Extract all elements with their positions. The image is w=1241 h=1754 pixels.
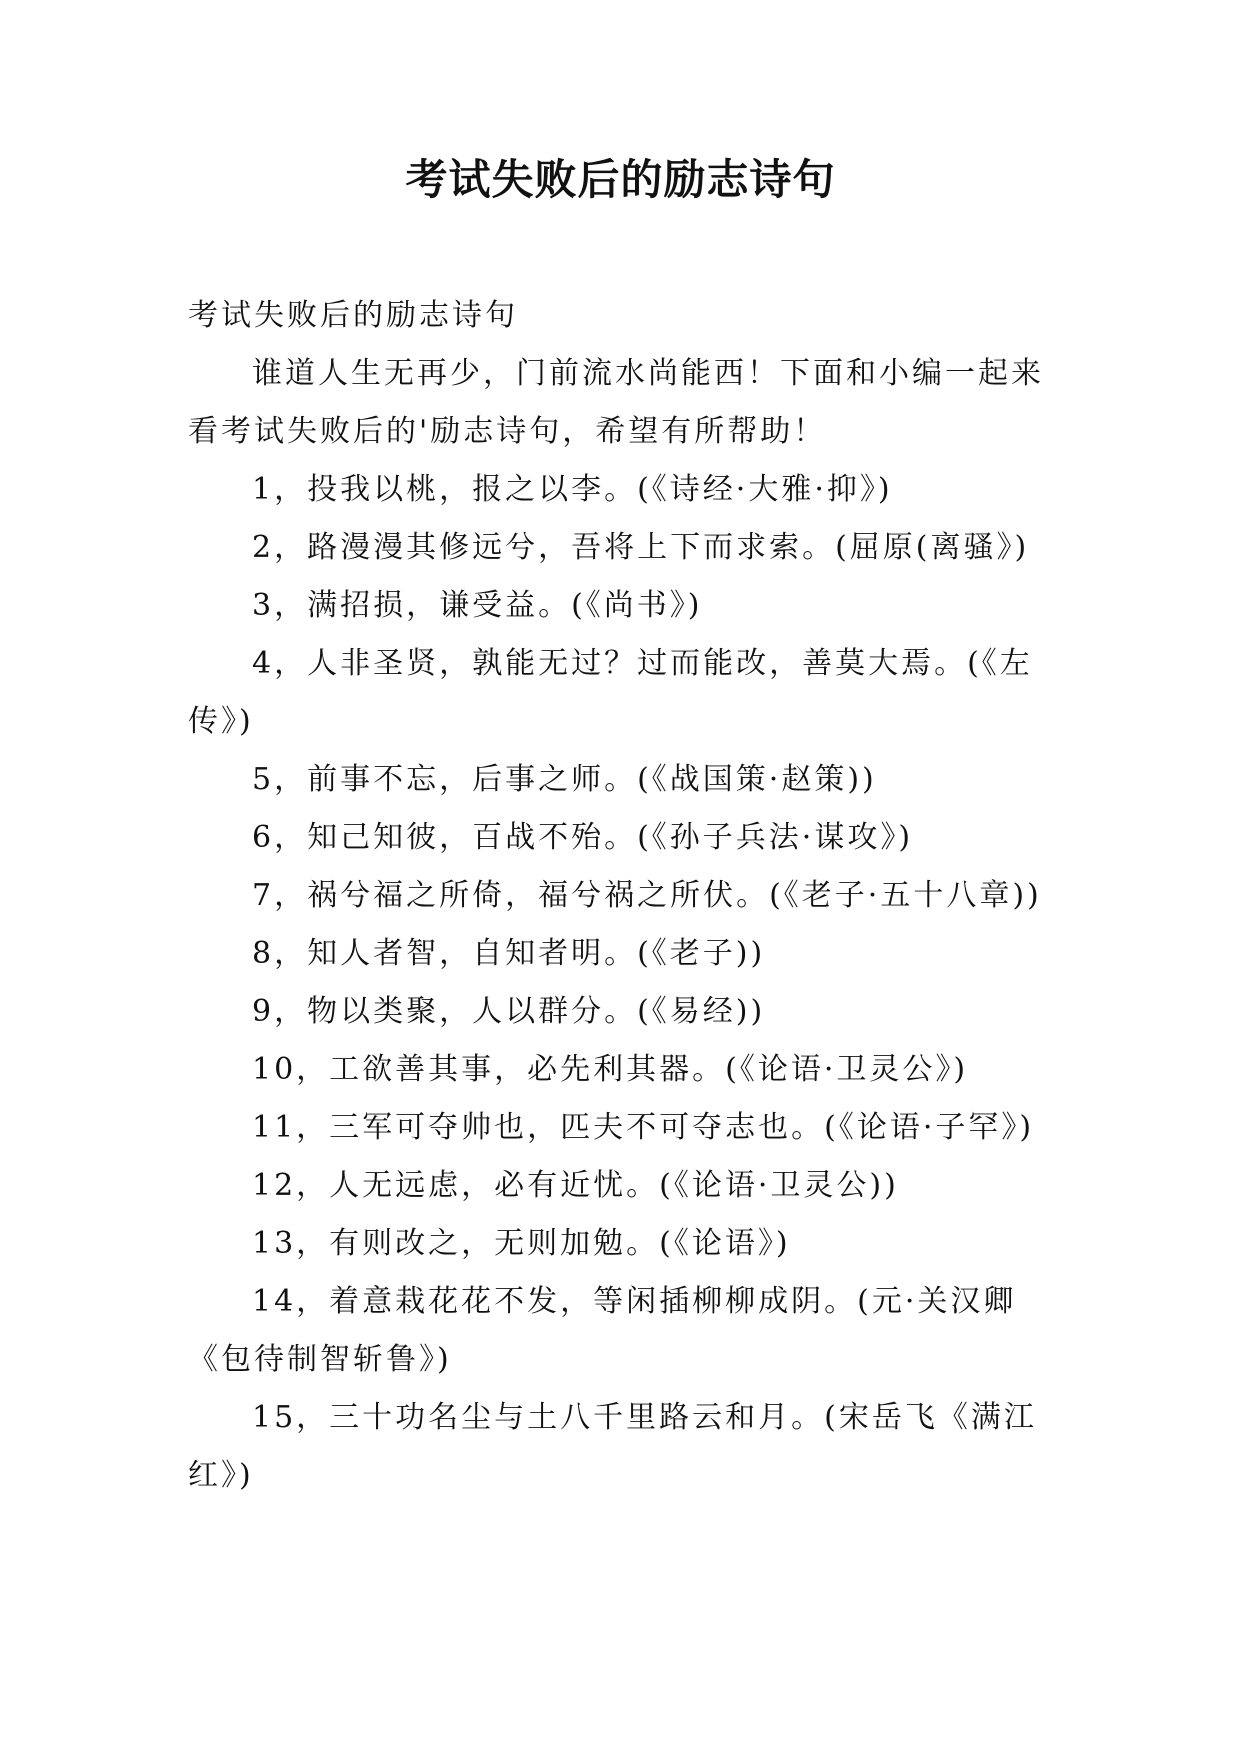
quote-item: 14，着意栽花花不发，等闲插柳柳成阴。(元·关汉卿《包待制智斩鲁》): [188, 1284, 1017, 1377]
quote-item: 11，三军可夺帅也，匹夫不可夺志也。(《论语·子罕》): [252, 1110, 1035, 1145]
quote-item: 8，知人者智，自知者明。(《老子)): [252, 936, 766, 971]
document-subtitle: 考试失败后的励志诗句: [188, 298, 518, 333]
quote-item: 4，人非圣贤，孰能无过？过而能改，善莫大焉。(《左传》): [188, 646, 1033, 739]
document-body: [188, 287, 1068, 1505]
quote-item: 1，投我以桃，报之以李。(《诗经·大雅·抑》): [252, 472, 893, 507]
quote-item: 9，物以类聚，人以群分。(《易经)): [252, 994, 766, 1029]
quote-item: 10，工欲善其事，必先利其器。(《论语·卫灵公》): [252, 1052, 969, 1087]
quote-item: 6，知己知彼，百战不殆。(《孙子兵法·谋攻》): [252, 820, 914, 855]
quote-item: 3，满招损，谦受益。(《尚书》): [252, 588, 703, 623]
quote-item: 15，三十功名尘与土八千里路云和月。(宋岳飞《满江红》): [188, 1400, 1037, 1493]
quote-item: 7，祸兮福之所倚，福兮祸之所伏。(《老子·五十八章)): [252, 878, 1042, 913]
document-title: 考试失败后的励志诗句: [405, 155, 836, 204]
quote-item: 12，人无远虑，必有近忧。(《论语·卫灵公)): [252, 1168, 899, 1203]
quote-item: 5，前事不忘，后事之师。(《战国策·赵策)): [252, 762, 877, 797]
quote-item: 13，有则改之，无则加勉。(《论语》): [252, 1226, 791, 1261]
intro-paragraph: 谁道人生无再少，门前流水尚能西！下面和小编一起来看考试失败后的'励志诗句，希望有所帮助！: [188, 356, 1044, 449]
quote-item: 2，路漫漫其修远兮，吾将上下而求索。(屈原(离骚》): [252, 530, 1030, 565]
